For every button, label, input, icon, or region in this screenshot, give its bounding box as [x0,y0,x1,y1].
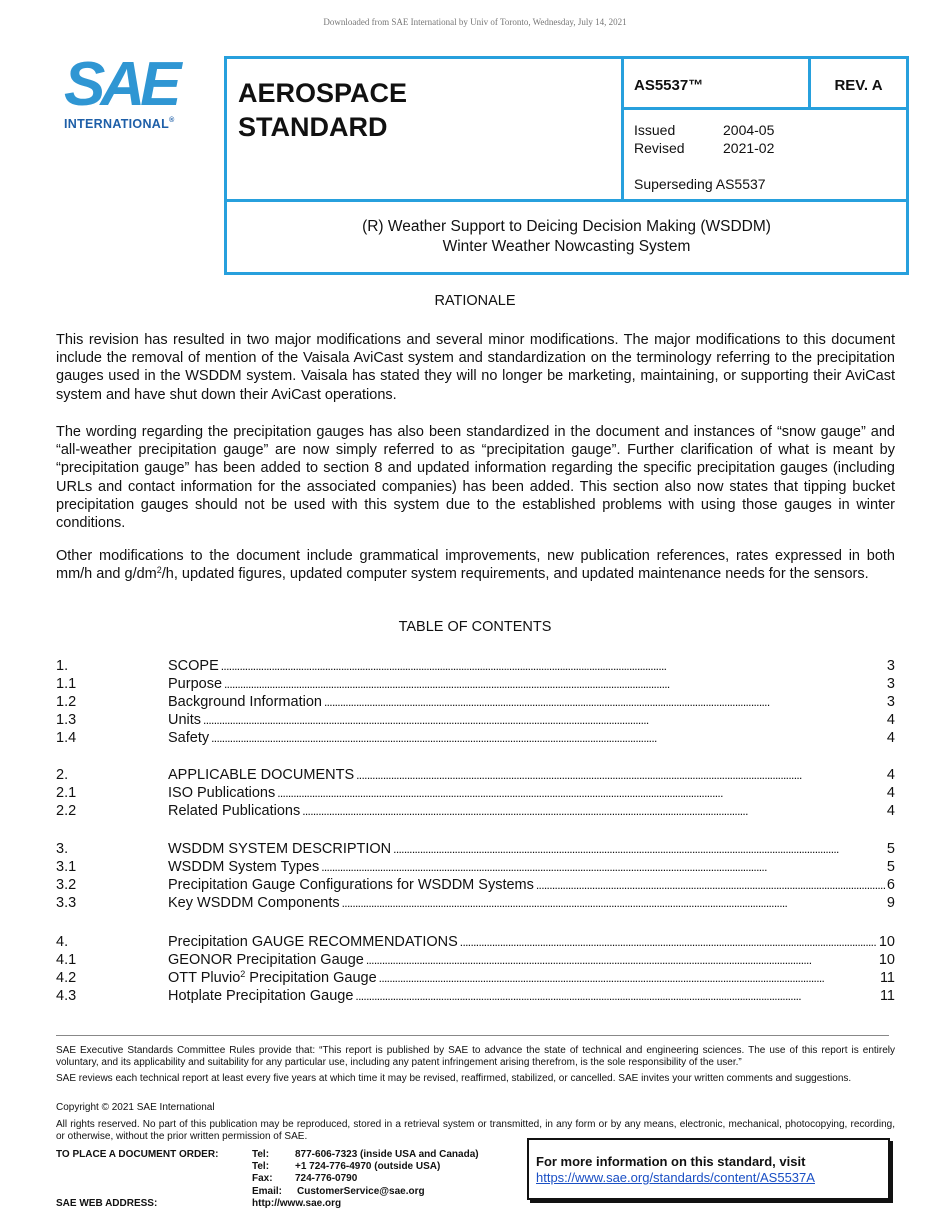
toc-entry[interactable] [56,933,895,951]
rights-text: All rights reserved. No part of this publication may be reproduced, stored in a retrieval system or transmitted, in any form or by any means, electronic, mechanical, photocopying, recording, or otherwise, without the prior written permission of SAE. [56,1119,895,1142]
toc-entry-title-text: Related Publications [168,802,301,819]
toc-entry-number: 2.2 [56,802,77,819]
toc-entry-number: 1.4 [56,729,77,746]
toc-entry-title [168,657,219,675]
sae-logo [64,50,194,131]
toc-entry-title-text: Background Information [168,693,322,710]
toc-entry-title [168,858,319,876]
toc-entry-title [168,711,201,729]
toc-entry-number: 1.3 [56,711,77,728]
toc-leader-dots [356,766,885,784]
toc-entry[interactable] [56,766,895,784]
toc-entry-title-text: SCOPE [168,658,219,674]
toc-leader-dots [203,711,885,729]
toc-entry-title-text: Precipitation Gauge Configurations for WSDDM Systems [168,876,534,893]
toc-entry-title [168,987,353,1005]
toc-entry[interactable] [56,802,895,820]
toc-entry-number: 2. [56,767,69,783]
email-label: Email: [252,1186,283,1197]
toc-entry-title [168,675,222,693]
rationale-paragraph-2: The wording regarding the precipitation gauges has also been standardized in the document and instances of “snow gauge” and “all-weather precipitation gauge” are now simply referred to as “precipitation gauge”. Further clarification of what is meant by “precipitation gauge” has been added to section 8 and updated information regarding the specific precipitation gauges (including URLs and contact information for the associated companies) has been added. This section also now states that tipping bucket precipitation gauges should not be used with this system due to the established problems with using those gauges in winter conditions. [56,424,895,532]
web-address[interactable]: http://www.sae.org [252,1198,342,1209]
toc-heading: TABLE OF CONTENTS [398,619,552,635]
toc-entry-page: 4 [886,802,895,819]
rationale-paragraph-1: This revision has resulted in two major modifications and several minor modifications. The major modifications to this document include the removal of mention of the Vaisala AviCast system and standardization on the terminology referring to the precipitation gauges used in the WSDDM system. Vaisala has stated they will no longer be marketing, maintaining, or supporting their AviCast system and have shut down their AviCast operations. [56,332,895,403]
toc-entry-title-suffix: Precipitation Gauge [245,969,377,986]
toc-entry-number: 1.1 [56,675,77,692]
toc-entry-page: 4 [886,729,895,746]
toc-leader-dots [342,894,885,912]
toc-entry-title [168,933,458,951]
toc-entry-number: 4.3 [56,987,77,1004]
footer-divider [56,1035,889,1036]
toc-entry-page: 5 [886,858,895,875]
fax-number: 724-776-0790 [295,1173,358,1184]
tel-number-2: +1 724-776-4970 (outside USA) [295,1161,441,1172]
email-address[interactable]: CustomerService@sae.org [297,1186,425,1197]
toc-entry-title-text: WSDDM System Types [168,858,320,875]
toc-entry-page: 11 [879,987,895,1004]
copyright-text: Copyright © 2021 SAE International [56,1102,215,1113]
toc-leader-dots [324,693,885,711]
document-number: AS5537™ [634,77,704,94]
toc-entry-title-text: Safety [168,729,210,746]
standard-url-link[interactable]: https://www.sae.org/standards/content/AS5537A [536,1170,815,1185]
document-subject: (R) Weather Support to Deicing Decision Making (WSDDM) Winter Weather Nowcasting System [362,218,771,255]
toc-entry[interactable] [56,987,895,1005]
toc-entry-page: 4 [886,767,895,783]
toc-entry-title-text: APPLICABLE DOCUMENTS [168,767,355,783]
toc-entry-page: 4 [886,711,895,728]
toc-entry-title [168,969,377,987]
toc-entry-page: 10 [878,934,895,950]
toc-entry-page: 4 [886,784,895,801]
toc-entry-title-text: GEONOR Precipitation Gauge [168,951,364,968]
revised-date: 2021-02 [723,140,775,156]
toc-leader-dots [221,657,885,675]
toc-leader-dots [536,876,885,894]
toc-entry[interactable] [56,657,895,675]
toc-leader-dots [211,729,885,747]
toc-leader-dots [379,969,878,987]
toc-entry-title-text: OTT Pluvio [168,969,241,986]
toc-entry-number: 1. [56,658,69,674]
toc-entry-number: 4.2 [56,969,77,986]
toc-entry-page: 10 [878,951,895,968]
toc-entry-number: 3.3 [56,894,77,911]
toc-entry-page: 3 [886,693,895,710]
committee-rules-text: SAE Executive Standards Committee Rules provide that: “This report is published by SAE to advance the state of technical and engineering sciences. The use of this report is entirely voluntary, and its applicability and suitability for any particular use, including any patent infringement arising therefrom, is the sole responsibility of the user.” [56,1045,895,1068]
toc-entry[interactable] [56,894,895,912]
toc-entry-title [168,840,391,858]
rationale-heading: RATIONALE [434,293,516,309]
toc-entry-number: 3.1 [56,858,77,875]
tel-number-1: 877-606-7323 (inside USA and Canada) [295,1149,479,1160]
toc-entry-title-text: Units [168,711,202,728]
toc-entry-title [168,784,275,802]
logo-wordmark: SAE [64,50,177,119]
toc-entry-page: 3 [886,658,895,674]
toc-entry-number: 3. [56,841,69,857]
toc-entry-title-text: Precipitation GAUGE RECOMMENDATIONS [168,934,458,950]
toc-entry[interactable] [56,784,895,802]
toc-entry-title [168,894,340,912]
logo-subtext: INTERNATIONAL® [64,117,175,131]
toc-leader-dots [302,802,885,820]
toc-entry-title [168,802,300,820]
order-label: TO PLACE A DOCUMENT ORDER: [56,1149,219,1160]
rationale-paragraph-3: Other modifications to the document include grammatical improvements, new publication references, rates expressed in both mm/h and $g/dm^2/h$, updated figures, updated computer system requirements, and updated maintenance needs for the sensors. [56,548,895,583]
standard-type-title: AEROSPACE STANDARD [238,78,408,142]
toc-leader-dots [460,933,877,951]
tel-label-1: Tel: [252,1149,270,1160]
toc-entry-page: 11 [879,969,895,986]
more-info-box [527,1138,890,1200]
toc-entry-title [168,693,322,711]
toc-entry[interactable] [56,675,895,693]
toc-leader-dots [355,987,878,1005]
toc-entry-number: 4.1 [56,951,77,968]
fax-label: Fax: [252,1173,273,1184]
toc-entry[interactable] [56,840,895,858]
revised-label: Revised [634,140,685,156]
toc-leader-dots [393,840,885,858]
toc-entry-page: 5 [886,841,895,857]
more-info-text: For more information on this standard, visit [536,1154,806,1169]
toc-entry[interactable] [56,711,895,729]
review-text: SAE reviews each technical report at least every five years at which time it may be revised, reaffirmed, stabilized, or cancelled. SAE invites your written comments and suggestions. [56,1073,852,1084]
toc-entry[interactable] [56,876,895,894]
toc-entry-title-text: Key WSDDM Components [168,894,340,911]
download-notice: Downloaded from SAE International by Univ of Toronto, Wednesday, July 14, 2021 [323,17,627,27]
toc-entry[interactable] [56,858,895,876]
toc-entry-title [168,729,209,747]
toc-entry-title [168,876,534,894]
toc-entry-number: 4. [56,934,69,950]
toc-entry-number: 3.2 [56,876,77,893]
toc-entry-title [168,951,364,969]
superseding-note: Superseding AS5537 [634,176,766,192]
toc-entry-number: 2.1 [56,784,77,801]
toc-entry-page: 9 [886,894,895,911]
toc-leader-dots [366,951,877,969]
toc-leader-dots [224,675,885,693]
toc-entry-title-text: WSDDM SYSTEM DESCRIPTION [168,841,392,857]
toc-leader-dots [321,858,885,876]
toc-entry-superscript: 2 [240,968,246,979]
issued-date: 2004-05 [723,122,775,138]
toc-entry-page: 6 [886,876,895,893]
toc-entry[interactable] [56,951,895,969]
tel-label-2: Tel: [252,1161,270,1172]
toc-leader-dots [277,784,885,802]
toc-entry-title-text: Hotplate Precipitation Gauge [168,987,354,1004]
web-label: SAE WEB ADDRESS: [56,1198,158,1209]
revision-label: REV. A [834,77,883,94]
toc-entry-title-text: Purpose [168,675,223,692]
toc-entry-number: 1.2 [56,693,77,710]
toc-entry-title-text: ISO Publications [168,784,276,801]
toc-entry[interactable] [56,693,895,711]
toc-entry-title [168,766,354,784]
toc-entry-page: 3 [886,675,895,692]
issued-label: Issued [634,122,676,138]
toc-entry[interactable] [56,729,895,747]
toc-entry[interactable] [56,969,895,987]
